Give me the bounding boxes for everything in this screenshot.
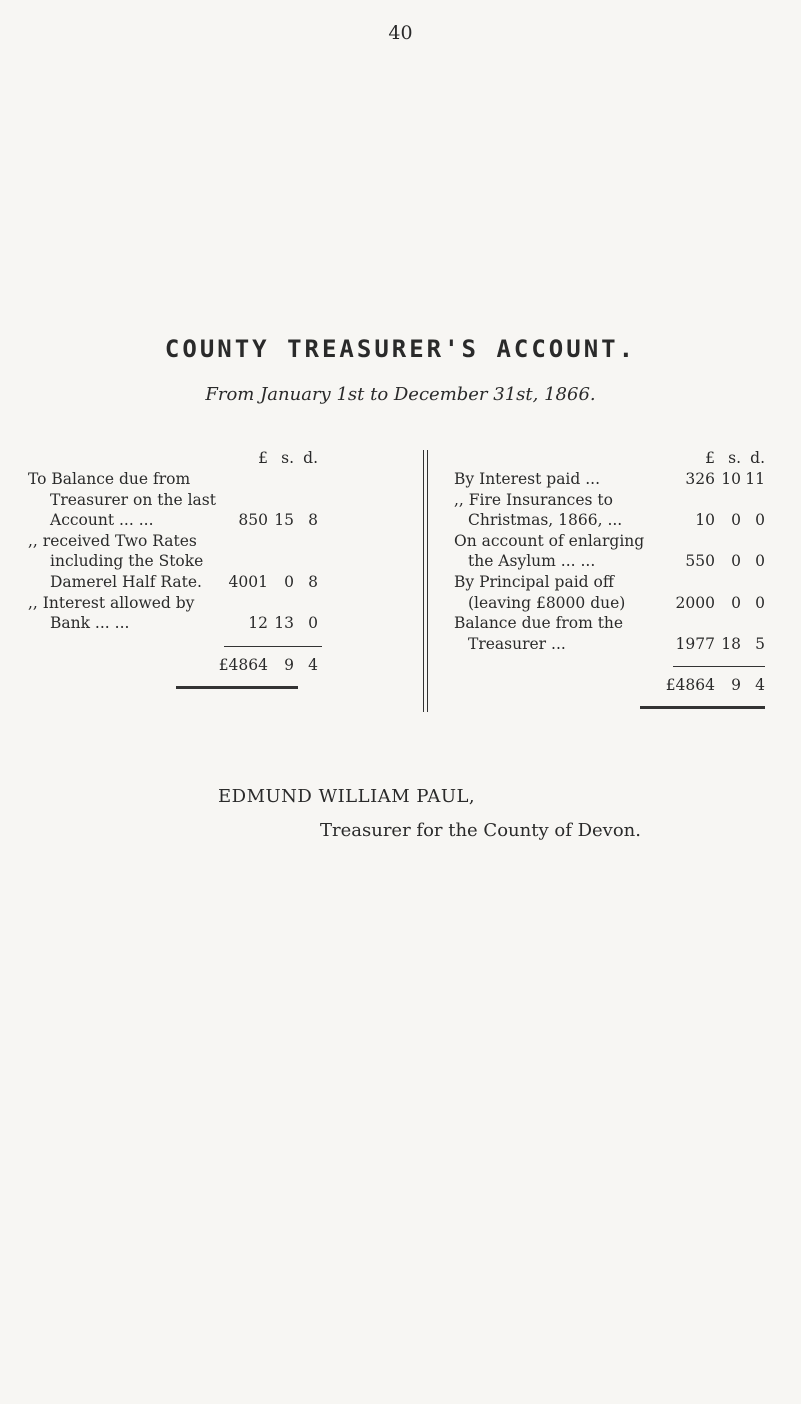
page-title: COUNTY TREASURER'S ACCOUNT. <box>164 335 637 363</box>
receipt-amount: 12 13 0 <box>248 614 318 633</box>
payment-line: Balance due from the <box>454 614 624 633</box>
payment-line: ,, Fire Insurances to <box>454 490 613 509</box>
page-number: 40 <box>388 22 413 44</box>
receipt-line: Bank ... ... <box>50 614 130 633</box>
payment-amount: 10 0 0 <box>695 511 765 530</box>
receipts-currency-heading: £ s. d. <box>258 449 318 467</box>
column-divider <box>423 450 428 712</box>
payment-line: By Principal paid off <box>454 573 614 591</box>
ledger <box>28 448 773 748</box>
receipt-line: ,, Interest allowed by <box>28 593 195 612</box>
receipts-total-double-rule <box>176 686 298 689</box>
payment-line: On account of enlarging <box>454 531 645 550</box>
payment-amount: 550 0 0 <box>685 552 765 571</box>
receipts-total: £4864 9 4 <box>218 656 318 674</box>
payments-total: £4864 9 4 <box>665 676 765 694</box>
receipts-sum-rule <box>224 646 322 647</box>
payment-line: the Asylum ... ... <box>468 552 596 571</box>
receipt-line: including the Stoke <box>50 552 204 571</box>
payment-line: Treasurer ... <box>468 634 566 653</box>
payments-total-double-rule <box>640 706 765 709</box>
receipt-amount: 850 15 8 <box>238 511 318 530</box>
payment-line: By Interest paid ... <box>454 470 601 488</box>
payment-amount: 2000 0 0 <box>675 593 765 612</box>
receipt-line: To Balance due from <box>28 470 191 488</box>
payment-amount: 326 10 11 <box>685 470 765 488</box>
receipt-line: Treasurer on the last <box>50 490 216 509</box>
receipt-amount: 4001 0 8 <box>228 573 318 591</box>
payment-line: Christmas, 1866, ... <box>468 511 623 530</box>
payment-amount: 1977 18 5 <box>675 634 765 653</box>
receipt-line: Account ... ... <box>50 511 154 530</box>
treasurer-name: EDMUND WILLIAM PAUL, <box>218 786 476 807</box>
receipt-line: ,, received Two Rates <box>28 531 197 550</box>
treasurer-title: Treasurer for the County of Devon. <box>320 820 641 841</box>
payment-line: (leaving £8000 due) <box>468 593 626 612</box>
account-period: From January 1st to December 31st, 1866. <box>205 384 596 405</box>
receipt-line: Damerel Half Rate. <box>50 573 202 591</box>
payments-currency-heading: £ s. d. <box>705 449 765 467</box>
payments-sum-rule <box>673 666 765 667</box>
